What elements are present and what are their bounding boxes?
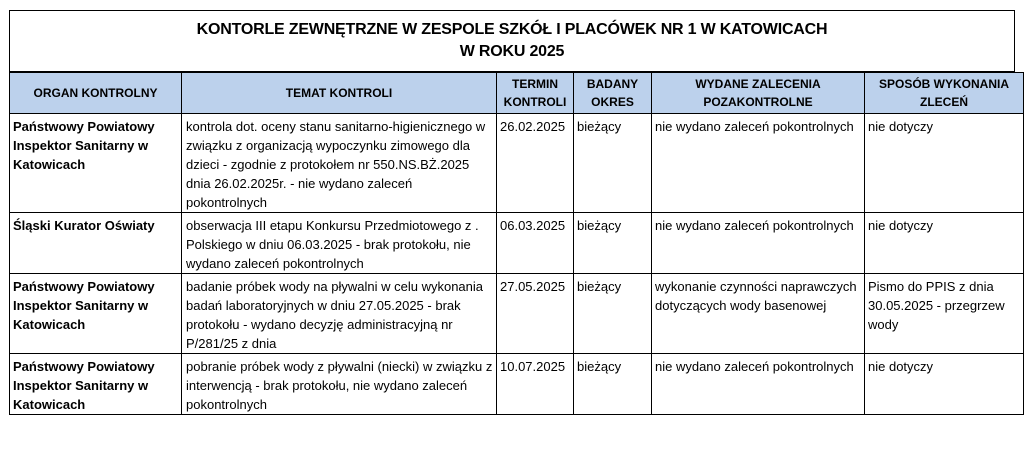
document-title-line1: KONTORLE ZEWNĘTRZNE W ZESPOLE SZKÓŁ I PLACÓWEK NR 1 W KATOWICACH [196,21,828,38]
cell-temat: obserwacja III etapu Konkursu Przedmiotowego z . Polskiego w dniu 06.03.2025 - brak protokołu, nie wydano zaleceń pokontrolnych [182,213,497,274]
header-temat: TEMAT KONTROLI [182,73,497,114]
cell-organ: Śląski Kurator Oświaty [10,213,182,274]
cell-sposob: nie dotyczy [865,354,1024,415]
document-title-box [9,10,1015,72]
cell-termin: 26.02.2025 [497,114,574,213]
table-row [10,354,1024,415]
header-termin: TERMIN KONTROLI [497,73,574,114]
cell-zalecenia: nie wydano zaleceń pokontrolnych [652,354,865,415]
cell-temat: kontrola dot. oceny stanu sanitarno-higienicznego w związku z organizacją wypoczynku zimowego dla dzieci - zgodnie z protokołem nr 550.NS.BŻ.2025 dnia 26.02.2025r. - nie wydano zaleceń pokontrolnych [182,114,497,213]
document-page [9,10,1024,415]
header-zalecenia: WYDANE ZALECENIA POZAKONTROLNE [652,73,865,114]
cell-sposob: Pismo do PPIS z dnia 30.05.2025 - przegrzew wody [865,274,1024,354]
table-row [10,114,1024,213]
cell-okres: bieżący [574,114,652,213]
cell-organ: Państwowy Powiatowy Inspektor Sanitarny w Katowicach [10,114,182,213]
cell-organ: Państwowy Powiatowy Inspektor Sanitarny w Katowicach [10,274,182,354]
cell-zalecenia: wykonanie czynności naprawczych dotyczących wody basenowej [652,274,865,354]
document-title-line2: W ROKU 2025 [459,43,565,60]
header-row [10,73,1024,114]
inspections-table [9,72,1024,415]
cell-zalecenia: nie wydano zaleceń pokontrolnych [652,213,865,274]
table-row [10,274,1024,354]
header-organ: ORGAN KONTROLNY [10,73,182,114]
cell-temat: badanie próbek wody na pływalni w celu wykonania badań laboratoryjnych w dniu 27.05.2025 - brak protokołu - wydano decyzję administracyjną nr P/281/25 z dnia [182,274,497,354]
header-sposob: SPOSÓB WYKONANIA ZLECEŃ [865,73,1024,114]
cell-zalecenia: nie wydano zaleceń pokontrolnych [652,114,865,213]
cell-termin: 27.05.2025 [497,274,574,354]
cell-sposob: nie dotyczy [865,114,1024,213]
cell-temat: pobranie próbek wody z pływalni (niecki) w związku z interwencją - brak protokołu, nie wydano zaleceń pokontrolnych [182,354,497,415]
cell-okres: bieżący [574,274,652,354]
cell-termin: 10.07.2025 [497,354,574,415]
cell-termin: 06.03.2025 [497,213,574,274]
cell-sposob: nie dotyczy [865,213,1024,274]
header-okres: BADANY OKRES [574,73,652,114]
cell-okres: bieżący [574,354,652,415]
table-row [10,213,1024,274]
cell-organ: Państwowy Powiatowy Inspektor Sanitarny w Katowicach [10,354,182,415]
cell-okres: bieżący [574,213,652,274]
